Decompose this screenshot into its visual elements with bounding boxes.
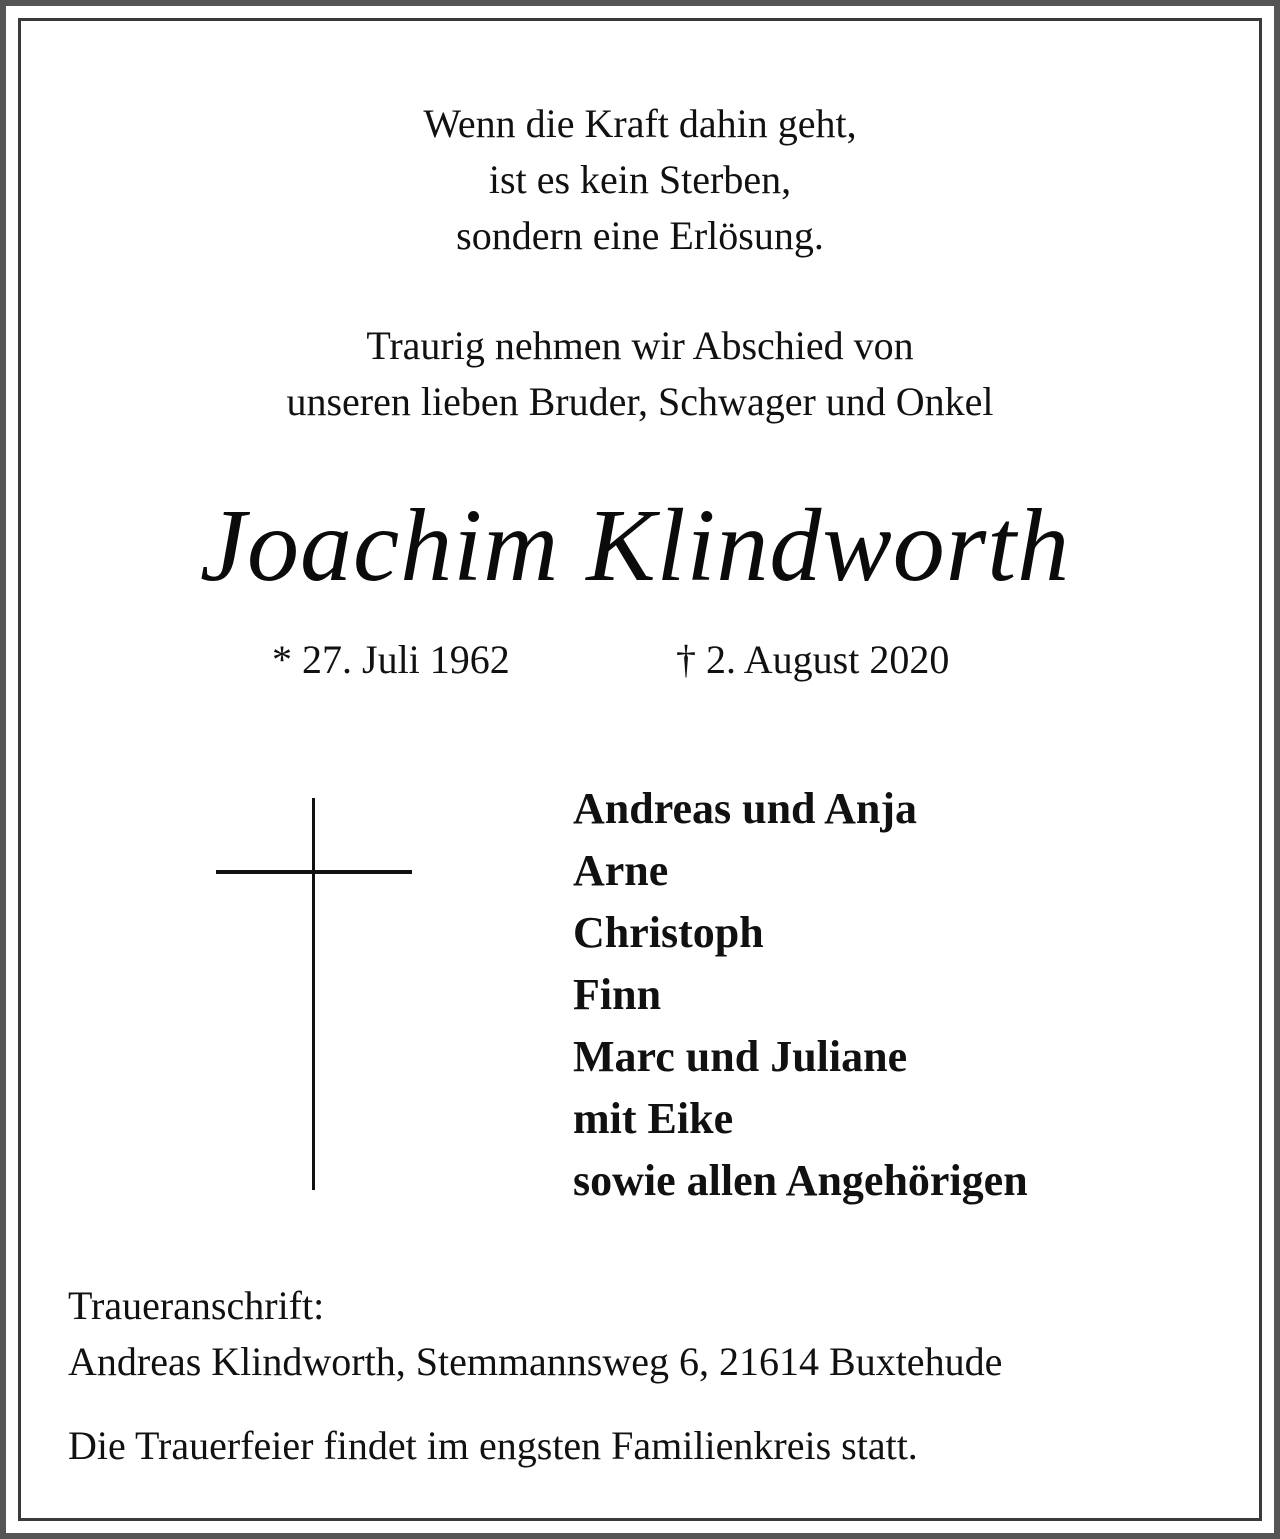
farewell-text — [0, 318, 1280, 430]
mourner-name: mit Eike — [573, 1094, 734, 1143]
death-date: † 2. August 2020 — [676, 637, 950, 682]
address-label: Traueranschrift: — [68, 1283, 325, 1328]
birth-date: * 27. Juli 1962 — [272, 637, 510, 682]
mourner-name: Marc und Juliane — [573, 1032, 908, 1081]
deceased-name: Joachim Klindworth — [199, 488, 1071, 603]
mourners-list — [573, 778, 1028, 1212]
verse — [0, 96, 1280, 264]
ceremony-note: Die Trauerfeier findet im engsten Familienkreis statt. — [68, 1423, 918, 1468]
mourner-name: sowie allen Angehörigen — [573, 1156, 1028, 1205]
cross-horizontal-bar — [216, 870, 412, 874]
farewell-line: Traurig nehmen wir Abschied von — [366, 323, 914, 368]
mourner-name: Arne — [573, 846, 669, 895]
address-line: Andreas Klindworth, Stemmannsweg 6, 21614 Buxtehude — [68, 1339, 1003, 1384]
mourner-name: Andreas und Anja — [573, 784, 917, 833]
verse-line: sondern eine Erlösung. — [456, 213, 824, 258]
mourner-name: Christoph — [573, 908, 764, 957]
mourning-address — [68, 1278, 1002, 1390]
verse-line: Wenn die Kraft dahin geht, — [423, 101, 857, 146]
cross-icon — [216, 798, 412, 1190]
farewell-line: unseren lieben Bruder, Schwager und Onkel — [286, 379, 994, 424]
mourner-name: Finn — [573, 970, 662, 1019]
cross-vertical-bar — [312, 798, 315, 1190]
verse-line: ist es kein Sterben, — [488, 157, 792, 202]
